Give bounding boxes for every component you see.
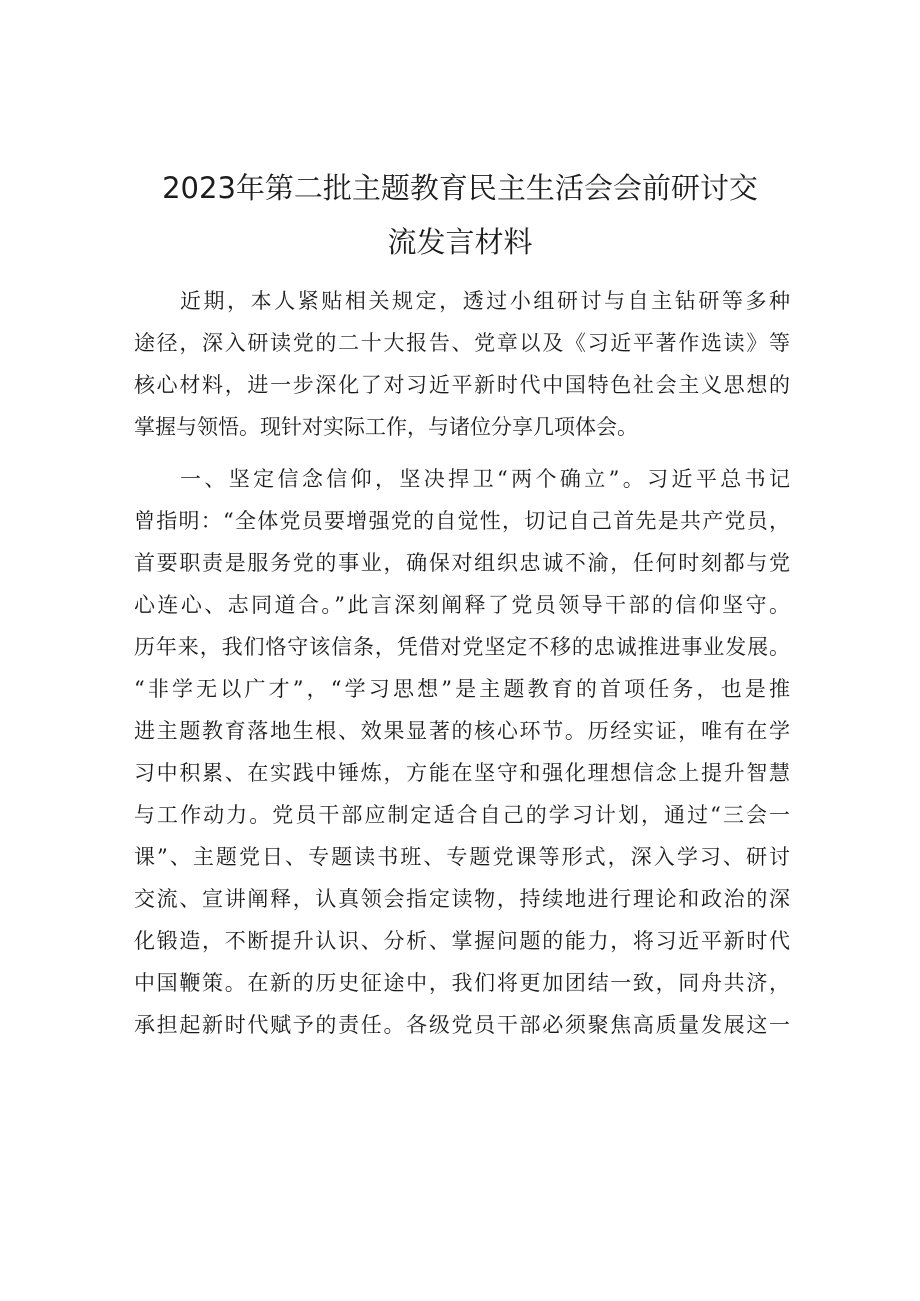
paragraph-line: 承担起新时代赋予的责任。各级党员干部必须聚焦高质量发展这一 [134, 1013, 790, 1037]
paragraph-line: 习中积累、在实践中锤炼，方能在坚守和强化理想信念上提升智慧 [134, 761, 790, 785]
paragraph-line: 化锻造，不断提升认识、分析、掌握问题的能力，将习近平新时代 [134, 929, 790, 953]
document-title-line-2: 流发言材料 [387, 225, 533, 259]
paragraph-line: 历年来，我们恪守该信条，凭借对党坚定不移的忠诚推进事业发展。 [134, 635, 790, 659]
paragraph-line: 一、坚定信念信仰，坚决捍卫“两个确立”。习近平总书记 [180, 467, 790, 491]
paragraph-line: 与工作动力。党员干部应制定适合自己的学习计划，通过“三会一 [134, 803, 790, 827]
paragraph-line: 途径，深入研读党的二十大报告、党章以及《习近平著作选读》等 [134, 331, 790, 355]
paragraph-line: “非学无以广才”，“学习思想”是主题教育的首项任务，也是推 [134, 677, 790, 701]
paragraph-line: 近期，本人紧贴相关规定，透过小组研讨与自主钻研等多种 [180, 289, 790, 313]
paragraph-line: 首要职责是服务党的事业，确保对组织忠诚不渝，任何时刻都与党 [134, 551, 790, 575]
paragraph-line: 掌握与领悟。现针对实际工作，与诸位分享几项体会。 [134, 415, 638, 439]
document-title-line-1: 2023年第二批主题教育民主生活会会前研讨交 [162, 171, 758, 205]
paragraph-line: 交流、宣讲阐释，认真领会指定读物，持续地进行理论和政治的深 [134, 887, 790, 911]
paragraph-line: 进主题教育落地生根、效果显著的核心环节。历经实证，唯有在学 [134, 719, 790, 743]
paragraph-line: 课”、主题党日、专题读书班、专题党课等形式，深入学习、研讨 [134, 845, 790, 869]
paragraph-line: 曾指明：“全体党员要增强党的自觉性，切记自己首先是共产党员， [134, 509, 790, 533]
paragraph-line: 心连心、志同道合。”此言深刻阐释了党员领导干部的信仰坚守。 [134, 593, 790, 617]
paragraph-line: 核心材料，进一步深化了对习近平新时代中国特色社会主义思想的 [134, 373, 790, 397]
paragraph-line: 中国鞭策。在新的历史征途中，我们将更加团结一致，同舟共济， [134, 971, 790, 995]
